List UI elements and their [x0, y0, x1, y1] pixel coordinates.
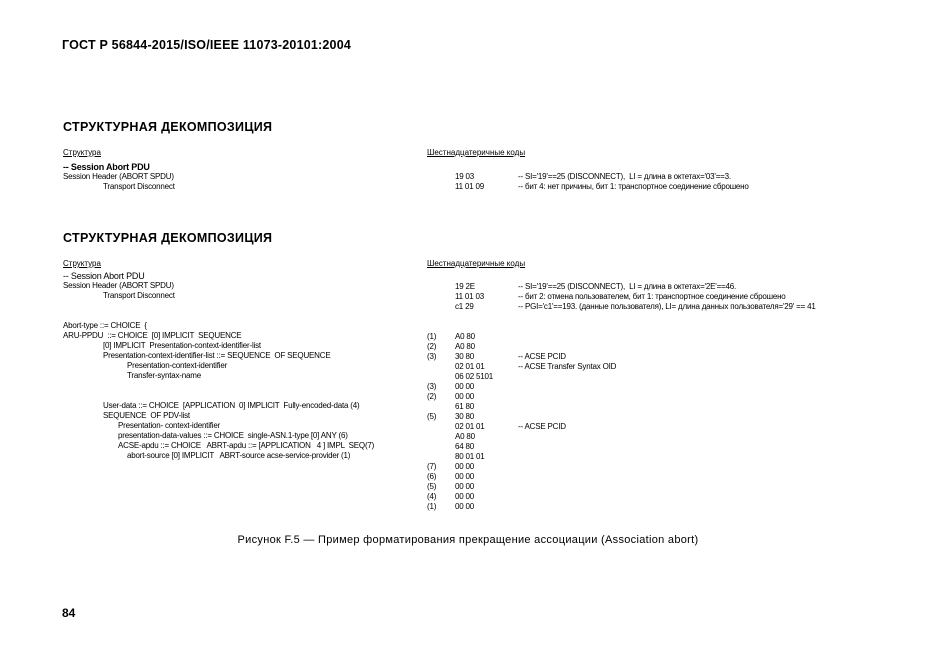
nesting-mark: (5)	[427, 482, 437, 491]
structure-line: SEQUENCE OF PDV-list	[103, 411, 190, 420]
structure-line	[63, 381, 374, 391]
nesting-mark	[427, 432, 436, 442]
hex-line: 30 80	[455, 352, 475, 361]
hex-line: 11 01 09	[455, 182, 484, 191]
nesting-mark: (6)	[427, 472, 437, 481]
comment-line	[518, 272, 816, 282]
column-label-hex: Шестнадцатеричные коды	[427, 259, 526, 268]
hex-line: 30 80	[455, 412, 475, 421]
hex-line	[455, 272, 493, 282]
structure-line: Presentation-context-identifier-list ::= SEQUENCE OF SEQUENCE	[103, 351, 331, 360]
section-heading: СТРУКТУРНАЯ ДЕКОМПОЗИЦИЯ	[63, 231, 273, 245]
column-label-hex: Шестнадцатеричные коды	[427, 148, 526, 157]
nesting-mark	[427, 282, 436, 292]
comment-line: -- бит 4: нет причины, бит 1: транспортное соединение сброшено	[518, 182, 749, 191]
structure-line: -- Session Abort PDU	[63, 271, 145, 281]
structure-line: abort-source [0] IMPLICIT ABRT-source acse-service-provider (1)	[127, 451, 351, 460]
comment-line	[518, 332, 816, 342]
structure-line: User-data ::= CHOICE [APPLICATION 0] IMPLICIT Fully-encoded-data (4)	[103, 401, 360, 410]
comment-line: -- SI='19'==25 (DISCONNECT), LI = длина в октетах='03'==3.	[518, 172, 731, 181]
comment-line	[518, 412, 816, 422]
structure-line: Presentation- context-identifier	[118, 421, 221, 430]
column-label-structure: Структура	[63, 259, 101, 268]
structure-line	[63, 391, 374, 401]
comment-column	[518, 162, 749, 192]
structure-line: Abort-type ::= CHOICE {	[63, 321, 147, 330]
nesting-mark: (7)	[427, 462, 437, 471]
hex-column	[455, 272, 493, 512]
comment-line: -- бит 2: отмена пользователем, бит 1: транспортное соединение сброшено	[518, 292, 786, 301]
comment-line	[518, 342, 816, 352]
nesting-mark: (3)	[427, 382, 437, 391]
column-label-structure: Структура	[63, 148, 101, 157]
nesting-mark: (5)	[427, 412, 437, 421]
structure-line: Transfer-syntax-name	[127, 371, 201, 380]
structure-line: ARU-PPDU ::= CHOICE [0] IMPLICIT SEQUENCE	[63, 331, 242, 340]
nesting-mark	[427, 402, 436, 412]
hex-line: 02 01 01	[455, 362, 485, 371]
nesting-mark	[427, 312, 436, 322]
comment-line	[518, 382, 816, 392]
nesting-mark	[427, 372, 436, 382]
nesting-mark	[427, 442, 436, 452]
nesting-mark	[427, 362, 436, 372]
comment-line	[518, 312, 816, 322]
nesting-mark	[427, 422, 436, 432]
nesting-mark	[427, 272, 436, 282]
hex-line: 19 03	[455, 172, 475, 181]
figure-caption: Рисунок F.5 — Пример форматирования прекращение ассоциации (Association abort)	[237, 534, 699, 546]
hex-column	[455, 162, 484, 192]
hex-line: 00 00	[455, 482, 475, 491]
hex-line: 00 00	[455, 462, 475, 471]
hex-line: 64 80	[455, 442, 475, 451]
section-heading: СТРУКТУРНАЯ ДЕКОМПОЗИЦИЯ	[63, 120, 273, 134]
hex-line	[455, 312, 493, 322]
comment-line: -- ACSE Transfer Syntax OID	[518, 362, 617, 371]
structure-line: [0] IMPLICIT Presentation-context-identifier-list	[103, 341, 261, 350]
structure-line: ACSE-apdu ::= CHOICE ABRT-apdu ::= [APPLICATION 4 ] IMPL SEQ(7)	[118, 441, 375, 450]
document-header: ГОСТ Р 56844-2015/ISO/IEEE 11073-20101:2004	[62, 38, 352, 52]
hex-line: 06 02 5101	[455, 372, 494, 381]
comment-line	[518, 402, 816, 412]
hex-line: 61 80	[455, 402, 475, 411]
hex-line	[455, 162, 484, 172]
hex-line: 00 00	[455, 472, 475, 481]
comment-line	[518, 372, 816, 382]
hex-line: c1 29	[455, 302, 474, 311]
structure-line: presentation-data-values ::= CHOICE single-ASN.1-type [0] ANY (6)	[118, 431, 348, 440]
hex-line: 80 01 01	[455, 452, 485, 461]
hex-line: 19 2E	[455, 282, 475, 291]
nesting-mark: (2)	[427, 342, 437, 351]
structure-line: Presentation-context-identifier	[127, 361, 228, 370]
comment-line	[518, 392, 816, 402]
nesting-mark: (2)	[427, 392, 437, 401]
comment-line: -- PGI='c1'==193. (данные пользователя), LI= длина данных пользователя='29' == 41	[518, 302, 816, 311]
hex-line: A0 80	[455, 342, 475, 351]
nesting-mark	[427, 322, 436, 332]
hex-line: 00 00	[455, 382, 475, 391]
nesting-mark: (4)	[427, 492, 437, 501]
nesting-mark	[427, 292, 436, 302]
comment-line: -- ACSE PCID	[518, 422, 566, 431]
comment-line: -- SI='19'==25 (DISCONNECT), LI = длина в октетах='2E'==46.	[518, 282, 737, 291]
structure-column	[63, 162, 175, 192]
comment-line: -- ACSE PCID	[518, 352, 566, 361]
structure-column	[63, 271, 374, 461]
structure-line	[63, 311, 374, 321]
comment-line	[518, 162, 749, 172]
structure-line: Transport Disconnect	[103, 291, 175, 300]
structure-line: Session Header (ABORT SPDU)	[63, 172, 174, 181]
nesting-mark	[427, 302, 436, 312]
hex-line	[455, 322, 493, 332]
hex-line: A0 80	[455, 332, 475, 341]
hex-line: A0 80	[455, 432, 475, 441]
hex-line: 00 00	[455, 392, 475, 401]
nesting-mark: (3)	[427, 352, 437, 361]
page-number: 84	[62, 606, 76, 620]
hex-line: 00 00	[455, 502, 475, 511]
hex-line: 00 00	[455, 492, 475, 501]
hex-line: 11 01 03	[455, 292, 484, 301]
structure-line: Transport Disconnect	[103, 182, 175, 191]
structure-line	[63, 301, 374, 311]
comment-column	[518, 272, 816, 432]
structure-line: -- Session Abort PDU	[63, 162, 150, 172]
nesting-mark	[427, 452, 436, 462]
structure-line: Session Header (ABORT SPDU)	[63, 281, 174, 290]
nesting-mark-column	[427, 272, 436, 512]
nesting-mark: (1)	[427, 502, 437, 511]
nesting-mark: (1)	[427, 332, 437, 341]
hex-line: 02 01 01	[455, 422, 485, 431]
comment-line	[518, 322, 816, 332]
